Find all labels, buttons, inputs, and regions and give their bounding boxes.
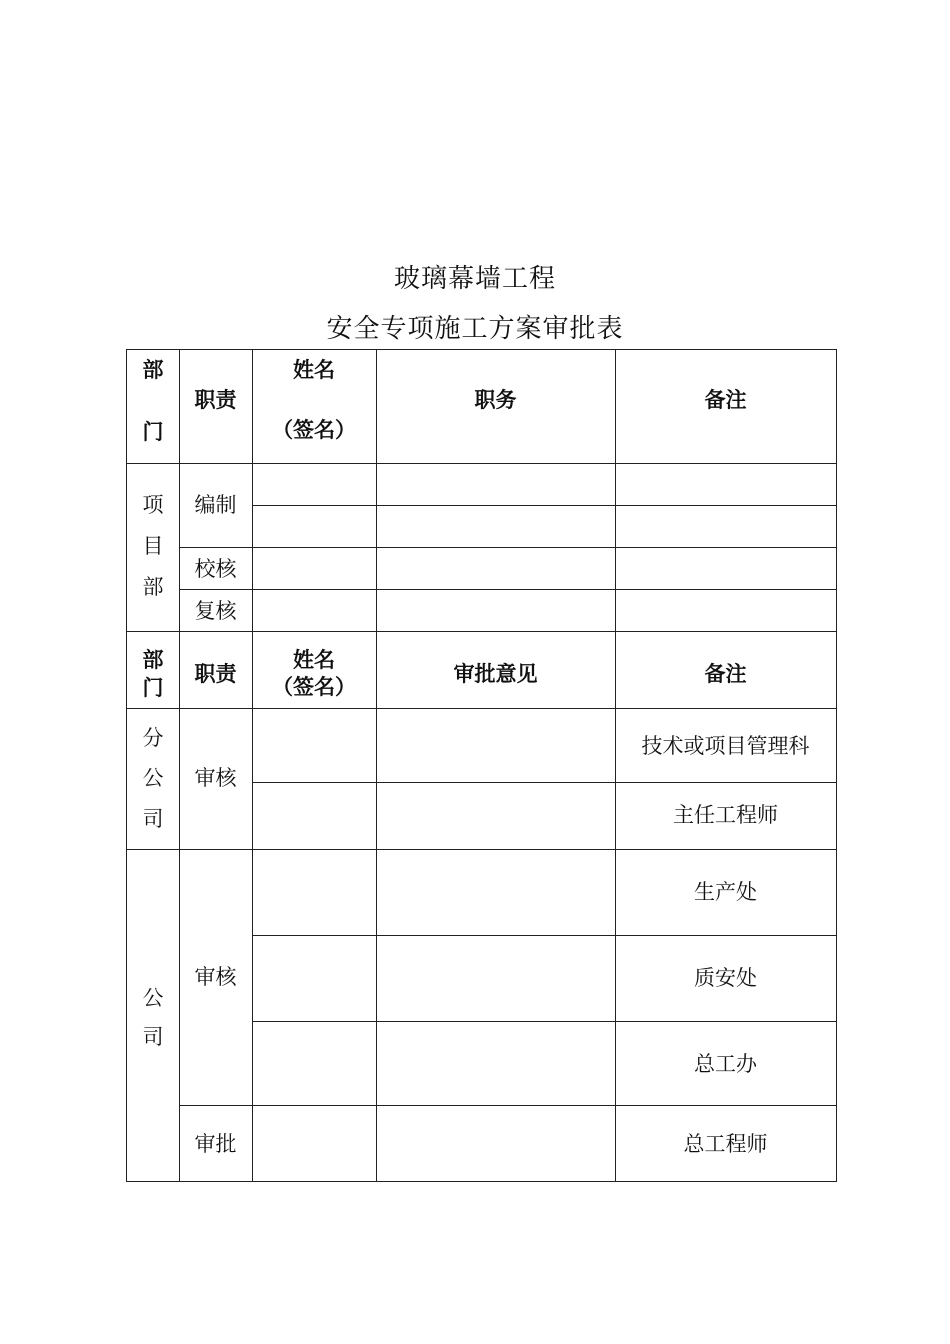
section2-duty: 审核 [194,766,237,790]
table-rule [127,463,836,464]
section3-remark-4: 总工程师 [683,1132,768,1156]
section1-dept-char-1: 项 [142,493,164,517]
table-rule [127,849,836,850]
table-rule [376,350,377,1181]
document-subtitle: 安全专项施工方案审批表 [326,314,624,344]
table-rule [252,935,836,936]
table-rule [252,505,836,506]
section1-dept-char-3: 部 [142,575,164,599]
header2-name-bottom: （签名） [272,674,356,699]
header1-remarks: 备注 [704,387,747,412]
table-rule [179,1105,836,1106]
section2-dept-char-3: 司 [142,807,164,831]
section3-duty-review: 审核 [194,965,237,989]
section3-dept-char-2: 司 [142,1025,164,1049]
header1-position: 职务 [474,387,517,412]
header1-name-top: 姓名 [293,357,335,382]
header1-dept-bottom: 门 [142,419,164,444]
header2-dept-top: 部 [142,647,164,672]
header1-name-bottom: （签名） [272,417,356,442]
section3-duty-approve: 审批 [194,1132,237,1156]
section3-remark-3: 总工办 [694,1052,757,1076]
table-rule [252,350,253,1181]
section3-remark-2: 质安处 [694,966,757,990]
header2-duty: 职责 [194,661,237,686]
table-rule [179,589,836,590]
header1-duty: 职责 [194,387,237,412]
row-recheck-label: 复核 [194,599,237,623]
header2-name-top: 姓名 [293,647,335,672]
table-rule [127,708,836,709]
table-rule [252,782,836,783]
header2-opinion: 审批意见 [453,661,538,686]
section1-dept-char-2: 目 [142,534,164,558]
section3-dept-char-1: 公 [142,986,164,1010]
header1-dept-top: 部 [142,357,164,382]
document-title: 玻璃幕墙工程 [393,264,556,294]
table-rule [252,1021,836,1022]
header2-dept-bottom: 门 [142,675,164,700]
header2-remarks: 备注 [704,661,747,686]
section2-remark-1: 技术或项目管理科 [641,734,810,758]
section3-remark-1: 生产处 [694,880,757,904]
section2-dept-char-1: 分 [142,726,164,750]
row-compile-label: 编制 [194,493,237,517]
row-check-label: 校核 [194,557,237,581]
approval-table [126,349,837,1182]
section2-remark-2: 主任工程师 [673,803,778,827]
table-rule [179,547,836,548]
section2-dept-char-2: 公 [142,766,164,790]
table-rule [127,631,836,632]
